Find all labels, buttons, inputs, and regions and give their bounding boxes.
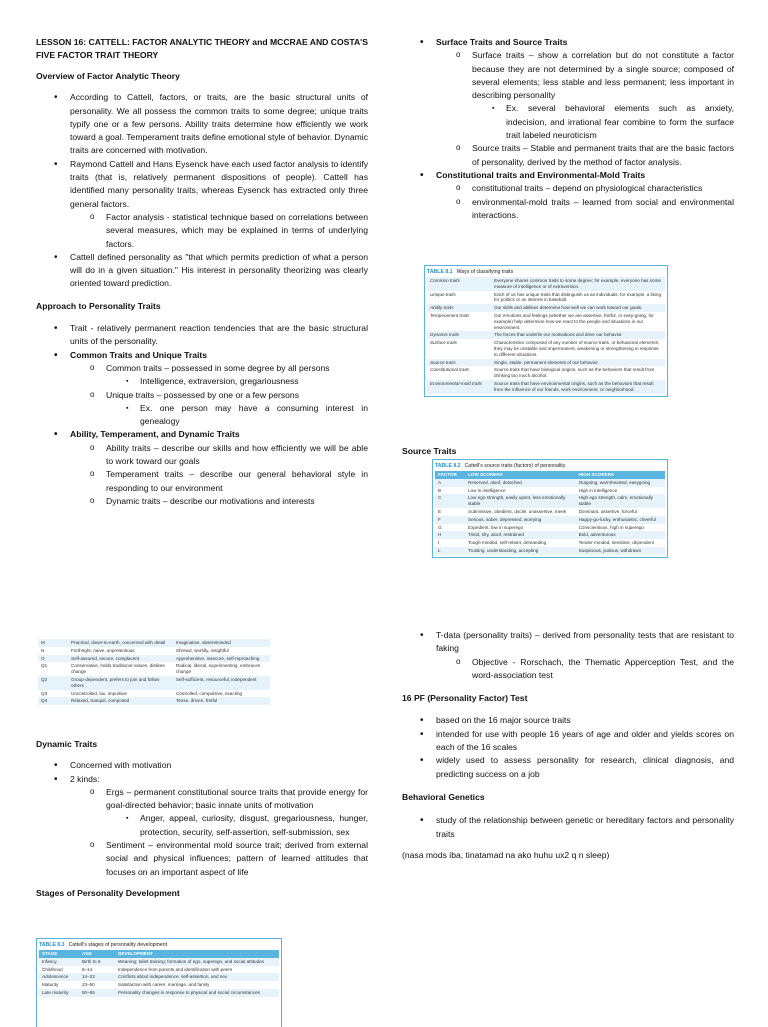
table-cell: The forces that underlie our motivations and drive our behavior. bbox=[491, 331, 665, 339]
tdata-list bbox=[402, 629, 734, 682]
table-cell: E bbox=[438, 508, 442, 514]
dynamic-traits-list bbox=[36, 759, 368, 879]
page2-right-column bbox=[402, 629, 734, 862]
table-caption: Cattell's source traits (factors) of personality bbox=[464, 463, 566, 469]
table-row bbox=[435, 547, 665, 555]
table-cell: O bbox=[38, 655, 68, 663]
table-8-2 bbox=[432, 459, 668, 558]
source-traits-table-continued bbox=[38, 639, 270, 705]
table-cell: Conflicts about independence, self-assertion, and sex bbox=[115, 973, 279, 981]
table-caption: Cattell's stages of personality development bbox=[68, 942, 168, 948]
table-cell: Maturity bbox=[42, 982, 59, 988]
table-cell: Childhood bbox=[42, 966, 63, 972]
dynamic-traits-heading: Dynamic Traits bbox=[36, 739, 98, 749]
stages-heading: Stages of Personality Development bbox=[36, 887, 180, 898]
table-cell: C bbox=[435, 494, 465, 508]
table-cell: Shrewd, worldly, insightful bbox=[175, 647, 229, 653]
genetics-list bbox=[402, 814, 734, 841]
list-item: • widely used to assess personality for research, clinical diagnosis, and predicting success on a job bbox=[402, 754, 734, 781]
table-8-3 bbox=[36, 938, 282, 1027]
list-item: • Raymond Cattell and Hans Eysenck have each used factor analysis to identify traits (that is, relatively permanent dispositions of people). Cattell has identified many personality traits, whereas Eysenck has extracted only three general factors. bbox=[36, 158, 368, 211]
table-cell: Common traits bbox=[427, 277, 491, 291]
table-cell: Independence from parents and identification with peers bbox=[118, 966, 233, 972]
approach-heading: Approach to Personality Traits bbox=[36, 300, 161, 311]
table-cell: Tense, driven, fretful bbox=[173, 697, 270, 705]
table-row bbox=[435, 494, 665, 508]
list-item: o Surface traits – show a correlation but do not constitute a factor because they are not determined by a single source; composed of several elements; less stable and less permanent; less important in describing personality bbox=[402, 49, 734, 102]
table-row bbox=[427, 331, 665, 339]
table-cell: Source traits that have biological origins, such as the behaviors that result from drinking too much alcohol. bbox=[494, 367, 655, 379]
table-cell: M bbox=[38, 639, 68, 647]
table-row bbox=[39, 981, 279, 989]
table-cell: Self-sufficient, resourceful, independent bbox=[173, 676, 270, 690]
table-row bbox=[435, 487, 665, 495]
list-item: o constitutional traits – depend on physiological characteristics bbox=[402, 182, 734, 195]
table-cell: Source traits bbox=[427, 359, 491, 367]
table-cell: Infancy bbox=[39, 958, 79, 966]
table-cell: Submissive, obedient, docile, unassertive, meek bbox=[468, 508, 567, 514]
list-item: o environmental-mold traits – learned from social and environmental interactions. bbox=[402, 196, 734, 223]
table-row bbox=[38, 655, 270, 663]
list-item: • Cattell defined personality as "that which permits prediction of what a person will do in a given situation." His interest in personality theorizing was clearly oriented toward prediction. bbox=[36, 251, 368, 291]
stages-table bbox=[39, 950, 279, 997]
table-row bbox=[427, 291, 665, 305]
table-row bbox=[38, 697, 270, 705]
page1-right-column bbox=[402, 36, 734, 222]
table-cell: Relaxed, tranquil, composed bbox=[68, 697, 173, 705]
page2-left-column bbox=[36, 738, 368, 900]
table-cell: Suspicious, jealous, withdrawn bbox=[576, 547, 665, 555]
list-item: • Surface Traits and Source Traits bbox=[402, 36, 734, 49]
table-cell: Characteristics composed of any number of source traits, or behavioral elements; they may be unstable and impermanent, weakening or strengthening in response to different situations. bbox=[494, 340, 660, 357]
table-cell: Outgoing, warmhearted, easygoing bbox=[576, 479, 665, 487]
table-cell: Serious, sober, depressed, worrying bbox=[465, 516, 576, 524]
lesson-title: LESSON 16: CATTELL: FACTOR ANALYTIC THEORY and MCCRAE AND COSTA'S FIVE FACTOR TRAIT THEORY bbox=[36, 37, 368, 60]
table-cell: High in intelligence bbox=[578, 487, 618, 493]
table-cell: Happy-go-lucky, enthusiastic, cheerful bbox=[576, 516, 665, 524]
table-8-2-continued bbox=[36, 637, 272, 707]
column-header: STAGE bbox=[39, 950, 79, 958]
traits-table bbox=[427, 277, 665, 394]
table-row bbox=[427, 359, 665, 367]
table-cell: Personality changes in response to physical and social circumstances bbox=[115, 989, 279, 997]
table-cell: Uncontrolled, lax, impulsive bbox=[71, 690, 127, 696]
author-note: (nasa mods iba, tinatamad na ako huhu ux2 q n sleep) bbox=[402, 849, 610, 860]
table-cell: High ego strength, calm, emotionally stable bbox=[576, 494, 665, 508]
list-item: ▪ Ex. one person may have a consuming interest in genealogy bbox=[36, 402, 368, 429]
overview-heading: Overview of Factor Analytic Theory bbox=[36, 71, 180, 81]
list-item: • based on the 16 major source traits bbox=[402, 714, 734, 727]
table-cell: Our emotions and feelings (whether we are assertive, fretful, or easy-going, for example) help determine how we react to the people and situations in our environment. bbox=[494, 312, 654, 330]
table-cell: Q4 bbox=[38, 697, 68, 705]
table-row bbox=[427, 380, 665, 394]
table-number: TABLE 8.2 bbox=[435, 463, 461, 469]
list-item: o Sentiment – environmental mold source trait; derived from external social and physical influences; pattern of learned attitudes that focuses on an important aspect of life bbox=[36, 839, 368, 879]
table-cell: Conscientious, high in superego bbox=[578, 524, 644, 530]
table-row bbox=[427, 339, 665, 358]
table-cell: Apprehensive, insecure, self-reproaching bbox=[173, 655, 270, 663]
table-number: TABLE 8.1 bbox=[427, 269, 453, 275]
list-item: • 2 kinds: bbox=[36, 773, 368, 786]
table-row bbox=[38, 676, 270, 690]
table-cell: Dominant, assertive, forceful bbox=[578, 508, 637, 514]
page1-left-column bbox=[36, 36, 368, 508]
table-cell: Radical, liberal, experimenting, embraces change bbox=[175, 663, 261, 675]
column-header: AGE bbox=[79, 950, 115, 958]
list-item: ▪ Intelligence, extraversion, gregariousness bbox=[36, 375, 368, 388]
table-cell: Everyone shares common traits to some degree; for example, everyone has some measure of intelligence or of extraversion. bbox=[491, 277, 665, 291]
list-item: • study of the relationship between genetic or hereditary factors and personality traits bbox=[402, 814, 734, 841]
table-cell: Q1 bbox=[41, 663, 48, 669]
table-cell: Constitutional traits bbox=[430, 367, 470, 373]
column-header: DEVELOPMENT bbox=[115, 950, 279, 958]
table-cell: Dynamic traits bbox=[427, 331, 491, 339]
table-cell: Unique traits bbox=[430, 291, 456, 297]
table-cell: 14–23 bbox=[79, 973, 115, 981]
column-header: LOW SCORERS bbox=[465, 471, 576, 479]
list-item: ▪ Anger, appeal, curiosity, disgust, gregariousness, hunger, protection, security, self-assertion, self-submission, sex bbox=[36, 812, 368, 839]
list-item: o Unique traits – possessed by one or a few persons bbox=[36, 389, 368, 402]
table-row bbox=[38, 690, 270, 698]
table-cell: Adolescence bbox=[39, 973, 79, 981]
list-item: • Common Traits and Unique Traits bbox=[36, 349, 368, 362]
table-cell: Weaning; toilet training; formation of ego, superego, and social attitudes bbox=[115, 958, 279, 966]
list-item: o Dynamic traits – describe our motivations and interests bbox=[36, 495, 368, 508]
source-traits-heading: Source Traits bbox=[402, 446, 457, 456]
table-cell: Temperament traits bbox=[430, 312, 470, 318]
table-cell: Our skills and abilities determine how well we can work toward our goals. bbox=[491, 304, 665, 312]
table-cell: Tender-minded, sensitive, dependent bbox=[578, 540, 654, 546]
table-cell: Birth to 6 bbox=[79, 958, 115, 966]
table-row bbox=[427, 312, 665, 331]
table-cell: Satisfaction with career, marriage, and family bbox=[118, 982, 210, 988]
table-cell: Each of us has unique traits that distinguish us as individuals; for example, a liking for politics or an interest in baseball. bbox=[494, 291, 661, 303]
table-row bbox=[435, 539, 665, 547]
table-cell: Ability traits bbox=[427, 304, 491, 312]
table-cell: Expedient, low in superego bbox=[468, 524, 524, 530]
list-item: o Factor analysis - statistical technique based on correlations between several measures, which may be explained in terms of underlying factors. bbox=[36, 211, 368, 251]
table-cell: Forthright, naive, unpretentious bbox=[71, 647, 135, 653]
table-cell: Q3 bbox=[41, 690, 48, 696]
list-item: o Common traits – possessed in some degree by all persons bbox=[36, 362, 368, 375]
table-cell: Reserved, aloof, detached bbox=[465, 479, 576, 487]
pf-test-list bbox=[402, 714, 734, 780]
table-cell: A bbox=[435, 479, 465, 487]
approach-list bbox=[36, 322, 368, 508]
table-row bbox=[38, 647, 270, 655]
table-cell: Tough-minded, self-reliant, demanding bbox=[468, 540, 547, 546]
table-cell: Trusting, understanding, accepting bbox=[465, 547, 576, 555]
behavioral-genetics-heading: Behavioral Genetics bbox=[402, 791, 485, 802]
list-item: • T-data (personality traits) – derived from personality tests that are resistant to faking bbox=[402, 629, 734, 656]
table-row bbox=[435, 479, 665, 487]
column-header: FACTOR bbox=[435, 471, 465, 479]
table-cell: Bold, adventurous bbox=[576, 531, 665, 539]
table-cell: N bbox=[41, 647, 45, 653]
table-cell: Surface traits bbox=[430, 340, 458, 346]
table-row bbox=[38, 662, 270, 676]
table-row bbox=[435, 508, 665, 516]
table-caption: Ways of classifying traits bbox=[456, 269, 514, 275]
list-item: • intended for use with people 16 years of age and older and yields scores on each of the 16 scales bbox=[402, 728, 734, 755]
table-row bbox=[38, 639, 270, 647]
table-row bbox=[435, 524, 665, 532]
list-item: ▪ Ex. several behavioral elements such as anxiety, indecision, and irrational fear combine to form the surface trait labeled neuroticism bbox=[402, 102, 734, 142]
table-cell: Controlled, compulsive, exacting bbox=[175, 690, 243, 696]
pf-test-heading: 16 PF (Personality Factor) Test bbox=[402, 693, 528, 704]
table-cell: Self-assured, secure, complacent bbox=[68, 655, 173, 663]
table-cell: Low ego strength, easily upset, less emotionally stable bbox=[465, 494, 576, 508]
table-cell: Timid, shy, aloof, restrained bbox=[465, 531, 576, 539]
table-row bbox=[427, 366, 665, 380]
table-cell: Conservative, holds traditional values, dislikes change bbox=[71, 663, 165, 675]
table-cell: B bbox=[438, 487, 442, 493]
list-item: • Trait - relatively permanent reaction tendencies that are the basic structural units of the personality. bbox=[36, 322, 368, 349]
table-8-1 bbox=[424, 265, 668, 397]
table-cell: G bbox=[438, 524, 442, 530]
table-cell: 6–14 bbox=[82, 966, 93, 972]
table-cell: Q2 bbox=[38, 676, 68, 690]
column-header: HIGH SCORERS bbox=[576, 471, 665, 479]
list-item: o Objective - Rorschach, the Thematic Apperception Test, and the word-association test bbox=[402, 656, 734, 683]
table-row bbox=[435, 531, 665, 539]
table-cell: Low in intelligence bbox=[468, 487, 506, 493]
table-cell: Single, stable, permanent elements of our behavior. bbox=[491, 359, 665, 367]
table-cell: L bbox=[435, 547, 465, 555]
table-row bbox=[39, 958, 279, 966]
table-number: TABLE 8.3 bbox=[39, 942, 65, 948]
table-row bbox=[39, 973, 279, 981]
list-item: o Ability traits – describe our skills and how efficiently we will be able to work toward our goals bbox=[36, 442, 368, 469]
table-cell: 50–65 bbox=[79, 989, 115, 997]
table-cell: F bbox=[435, 516, 465, 524]
list-item: o Temperament traits – describe our general behavioral style in responding to our environment bbox=[36, 468, 368, 495]
surface-source-list bbox=[402, 36, 734, 222]
list-item: o Ergs – permanent constitutional source traits that provide energy for goal-directed behavior; basic innate units of motivation bbox=[36, 786, 368, 813]
table-row bbox=[39, 966, 279, 974]
source-traits-table bbox=[435, 471, 665, 555]
table-cell: Practical, down-to-earth, concerned with detail bbox=[68, 639, 173, 647]
table-cell: Environmental-mold traits bbox=[427, 380, 491, 394]
list-item: • Constitutional traits and Environmental-Mold Traits bbox=[402, 169, 734, 182]
table-row bbox=[427, 277, 665, 291]
list-item: • According to Cattell, factors, or traits, are the basic structural units of personality. We all possess the common traits to some degree; unique traits typify one or a few persons. Ability traits determine how efficiently we work toward a goal. Temperament traits define emotional style of behavior. Dynamic traits are concerned with motivation. bbox=[36, 91, 368, 157]
table-cell: Source traits that have environmental origins, such as the behaviors that result from the influence of our friends, work environment, or neighborhood. bbox=[491, 380, 665, 394]
list-item: • Concerned with motivation bbox=[36, 759, 368, 772]
table-cell: 23–50 bbox=[82, 982, 95, 988]
table-row bbox=[427, 304, 665, 312]
table-cell: Group-dependent, prefers to join and follow others bbox=[68, 676, 173, 690]
table-cell: Imaginative, absentminded bbox=[173, 639, 270, 647]
table-row bbox=[39, 989, 279, 997]
table-cell: Late maturity bbox=[39, 989, 79, 997]
table-row bbox=[435, 516, 665, 524]
table-cell: H bbox=[435, 531, 465, 539]
table-cell: I bbox=[438, 540, 440, 546]
list-item: o Source traits – Stable and permanent traits that are the basic factors of personality, derived by the method of factor analysis. bbox=[402, 142, 734, 169]
overview-list bbox=[36, 91, 368, 290]
list-item: • Ability, Temperament, and Dynamic Traits bbox=[36, 428, 368, 441]
